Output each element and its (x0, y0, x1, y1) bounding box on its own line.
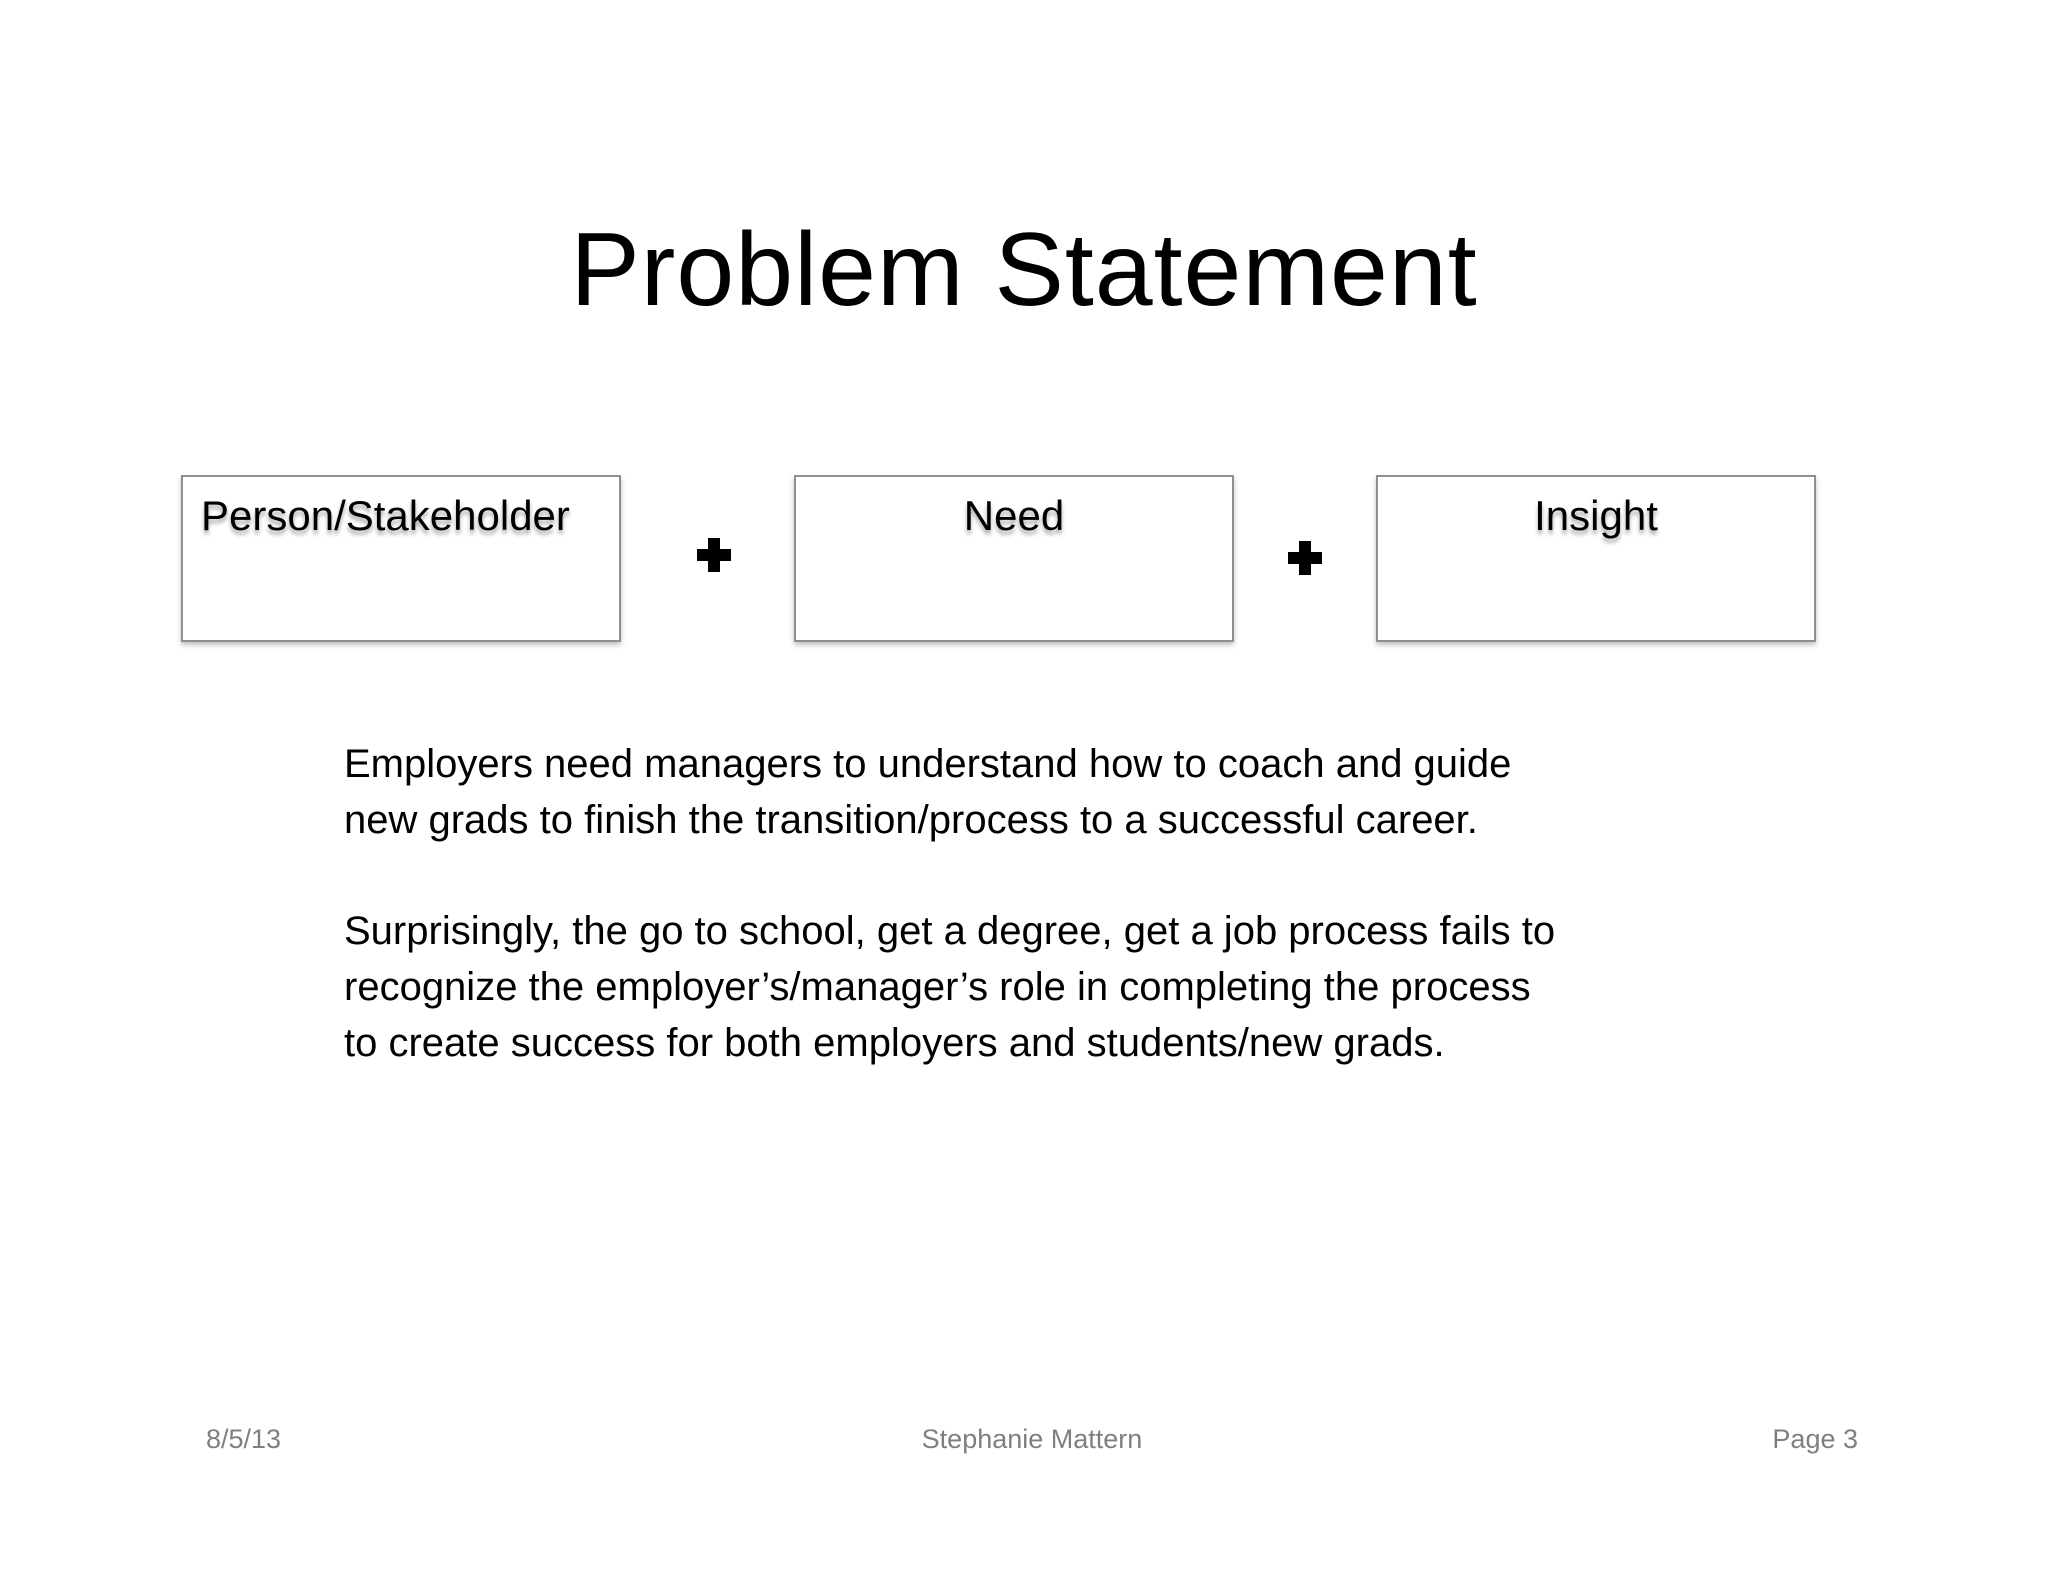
paragraph-line: to create success for both employers and students/new grads. (344, 1021, 1445, 1065)
need-box-label: Need (963, 492, 1065, 539)
footer-author: Stephanie Mattern (921, 1424, 1143, 1454)
plus-icon (697, 538, 731, 572)
paragraph-line: Employers need managers to understand how to coach and guide (344, 742, 1512, 786)
paragraph-line: Surprisingly, the go to school, get a degree, get a job process fails to (344, 909, 1556, 953)
plus-icon (1288, 541, 1322, 575)
slide-title: Problem Statement (570, 212, 1478, 328)
footer-page-number: Page 3 (1772, 1424, 1858, 1454)
stakeholder-box-label: Person/Stakeholder (201, 492, 570, 539)
stakeholder-box (181, 475, 621, 642)
need-box (794, 475, 1234, 642)
paragraph-line: recognize the employer’s/manager’s role in completing the process (344, 965, 1531, 1009)
footer-date: 8/5/13 (206, 1424, 282, 1454)
need-paragraph (344, 736, 1744, 848)
insight-box (1376, 475, 1816, 642)
insight-box-label: Insight (1534, 492, 1658, 539)
insight-paragraph (344, 903, 1744, 1071)
paragraph-line: new grads to finish the transition/process to a successful career. (344, 798, 1478, 842)
